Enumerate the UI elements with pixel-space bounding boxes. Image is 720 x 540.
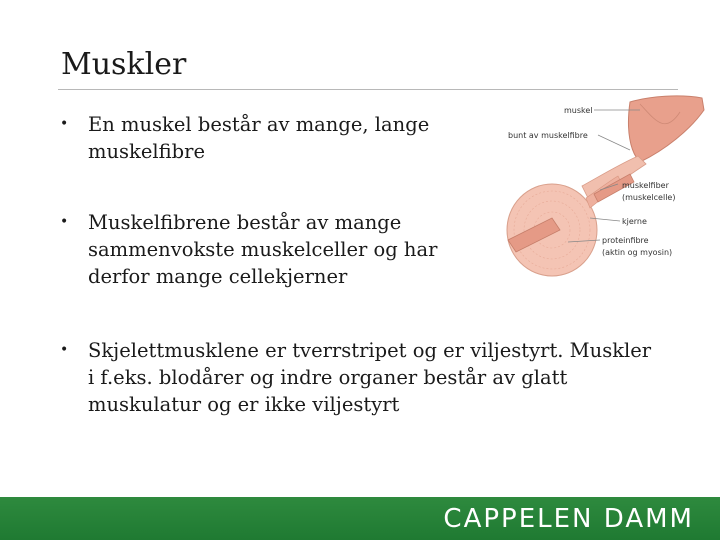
label-proteinfibre: proteinfibre: [602, 236, 649, 245]
publisher-logo: CAPPELEN DAMM: [443, 504, 694, 534]
bullet-item: [60, 337, 660, 418]
bullet-text: Muskelfibrene består av mange sammenvokste muskelceller og har derfor mange cellekjerner: [88, 211, 438, 288]
muscle-shape: [628, 96, 704, 162]
bullet-marker: •: [60, 342, 69, 358]
bullet-text: Skjelettmusklene er tverrstripet og er viljestyrt. Muskler i f.eks. blodårer og indre organer består av glatt muskulatur og er ikke viljestyrt: [88, 339, 652, 416]
bullet-item: [60, 209, 470, 290]
bullet-marker: •: [60, 214, 69, 230]
bullet-item: [60, 111, 460, 165]
muscle-structure-illustration: [490, 90, 720, 285]
label-kjerne: kjerne: [622, 217, 647, 226]
label-muskelfiber: muskelfiber: [622, 181, 669, 190]
label-muskelcelle: (muskelcelle): [622, 193, 676, 202]
footer-bar: [0, 497, 720, 540]
bullet-text: En muskel består av mange, lange muskelfibre: [88, 113, 430, 163]
bullet-marker: •: [60, 116, 69, 132]
label-aktin-myosin: (aktin og myosin): [602, 248, 673, 257]
label-muskel: muskel: [564, 106, 593, 115]
slide-title: Muskler: [61, 47, 187, 82]
label-bunt: bunt av muskelfibre: [508, 131, 588, 140]
